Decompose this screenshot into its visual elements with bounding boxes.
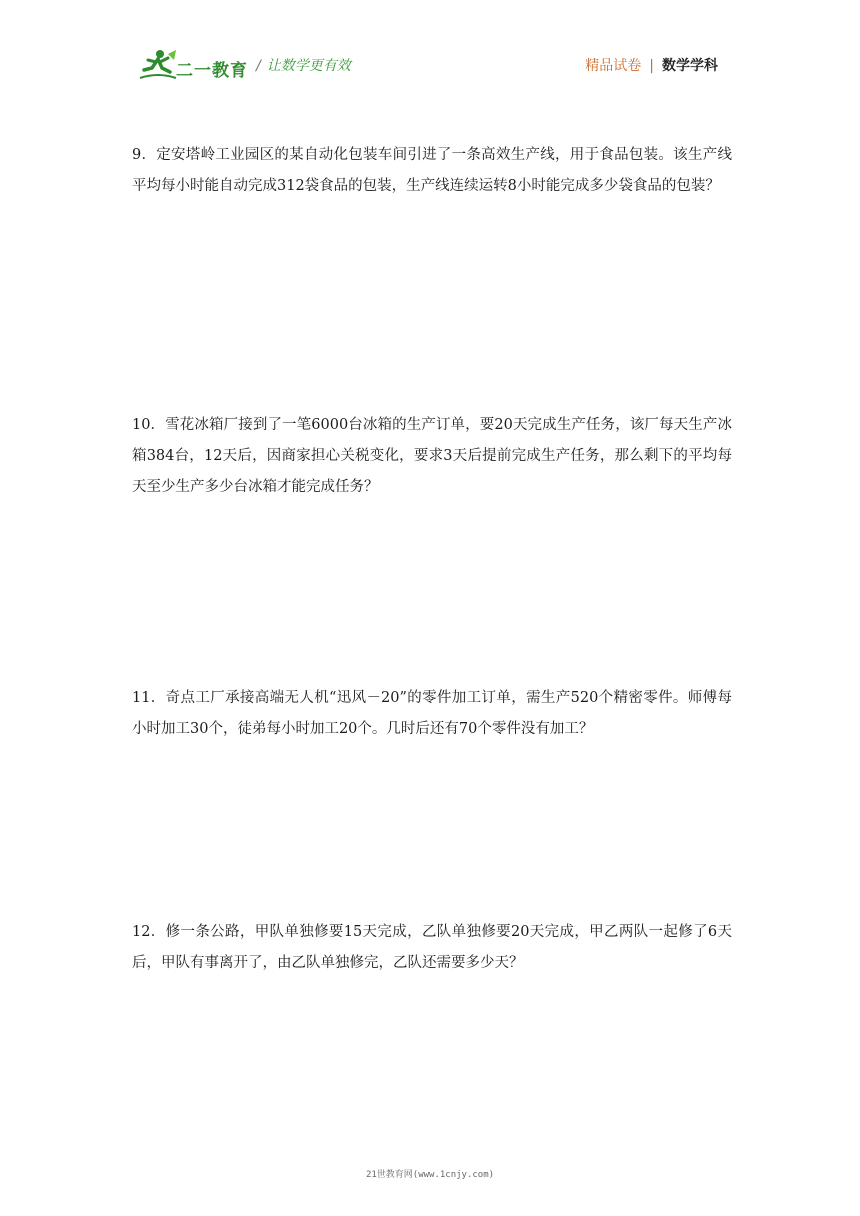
- quality-tag: 精品试卷: [585, 58, 642, 74]
- question-9: 9．定安塔岭工业园区的某自动化包装车间引进了一条高效生产线，用于食品包装。该生产线平均每小时能自动完成312袋食品的包装，生产线连续运转8小时能完成多少袋食品的包装？: [132, 147, 732, 194]
- brand-logo: [138, 48, 248, 84]
- page-footer: 21世教育网(www.1cnjy.com): [365, 1170, 495, 1180]
- slogan-text: 让数学更有效: [266, 58, 351, 74]
- logo-text: 二一教育: [176, 61, 248, 81]
- question-12: 12．修一条公路，甲队单独修要15天完成，乙队单独修要20天完成，甲乙两队一起修了6天后，甲队有事离开了，由乙队单独修完，乙队还需要多少天？: [132, 924, 732, 971]
- page-header: [0, 0, 860, 100]
- running-figure-logo-icon: [138, 48, 178, 84]
- subject-tag: 数学学科: [662, 58, 718, 74]
- tag-separator: |: [649, 58, 654, 74]
- slogan-separator: /: [256, 58, 261, 74]
- question-11: 11．奇点工厂承接高端无人机“迅风－20”的零件加工订单，需生产520个精密零件。师傅每小时加工30个，徒弟每小时加工20个。几时后还有70个零件没有加工？: [132, 690, 732, 737]
- question-10: 10．雪花冰箱厂接到了一笔6000台冰箱的生产订单，要20天完成生产任务，该厂每天生产冰箱384台，12天后，因商家担心关税变化，要求3天后提前完成生产任务，那么剩下的平均每天至少生产多少台冰箱才能完成任务？: [132, 417, 732, 495]
- header-tags: [585, 55, 718, 75]
- slogan: [256, 55, 351, 75]
